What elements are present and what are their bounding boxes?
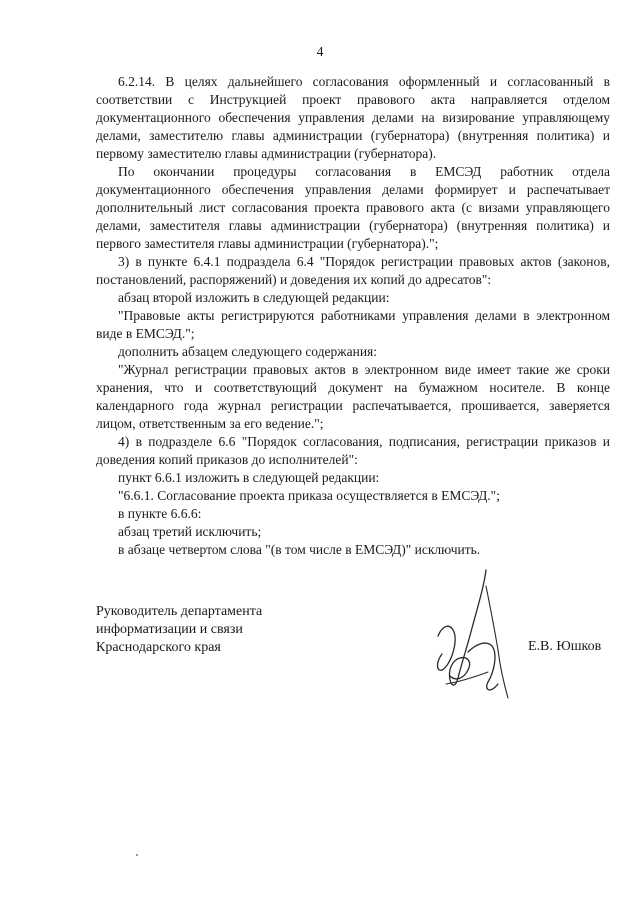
paragraph-6-6-6: в пункте 6.6.6: bbox=[118, 506, 202, 521]
paragraph-approval-sheet: По окончании процедуры согласования в ЕМСЭД работник отдела документационного обеспечения управления делами формирует и распечатывает дополнительный лист согласования проекта правового акта (с визами управляющего делами, заместителя главы администрации (губернатора) (внутренняя политика) и первого заместителя главы администрации (губернатора)."; bbox=[96, 164, 610, 251]
paragraph-item-3: 3) в пункте 6.4.1 подраздела 6.4 "Порядок регистрации правовых актов (законов, постановлений, распоряжений) и доведения их копий до адресатов": bbox=[96, 254, 610, 287]
paragraph-fourth-words-excluded: в абзаце четвертом слова "(в том числе в ЕМСЭД)" исключить. bbox=[118, 542, 481, 557]
signatory-name: Е.В. Юшков bbox=[528, 639, 602, 654]
paragraph-6-6-1-intro: пункт 6.6.1 изложить в следующей редакции: bbox=[118, 470, 380, 485]
signatory-title-line: Руководитель департамента bbox=[96, 604, 263, 619]
paragraph-second-abstract: абзац второй изложить в следующей редакции: bbox=[118, 290, 390, 305]
document-body bbox=[96, 73, 610, 559]
signatory-title-line: информатизации и связи bbox=[96, 622, 243, 637]
paragraph-6-2-14: 6.2.14. В целях дальнейшего согласования оформленный и согласованный в соответствии с Инструкцией проект правового акта направляется отделом документационного обеспечения управления делами на визирование управляющему делами, заместителю главы администрации (губернатора) (внутренняя политика) и первому заместителю главы администрации (губернатора). bbox=[96, 74, 610, 161]
paragraph-registration-quote: "Правовые акты регистрируются работниками управления делами в электронном виде в ЕМСЭД."; bbox=[96, 308, 610, 341]
paragraph-item-4: 4) в подразделе 6.6 "Порядок согласования, подписания, регистрации приказов и доведения копий приказов до исполнителей": bbox=[96, 434, 610, 467]
paragraph-supplement: дополнить абзацем следующего содержания: bbox=[118, 344, 378, 359]
handwritten-signature bbox=[428, 566, 518, 706]
page-number: 4 bbox=[316, 45, 324, 60]
paragraph-6-6-1-quote: "6.6.1. Согласование проекта приказа осуществляется в ЕМСЭД."; bbox=[118, 488, 500, 503]
paragraph-journal-quote: "Журнал регистрации правовых актов в электронном виде имеет такие же сроки хранения, что и соответствующий документ на бумажном носителе. В конце календарного года журнал регистрации распечатывается, прошивается, заверяется лицом, ответственным за его ведение."; bbox=[96, 362, 610, 431]
signatory-title-line: Краснодарского края bbox=[96, 640, 221, 655]
scan-speck bbox=[136, 854, 138, 856]
paragraph-third-excluded: абзац третий исключить; bbox=[118, 524, 262, 539]
signatory-title bbox=[96, 603, 336, 657]
